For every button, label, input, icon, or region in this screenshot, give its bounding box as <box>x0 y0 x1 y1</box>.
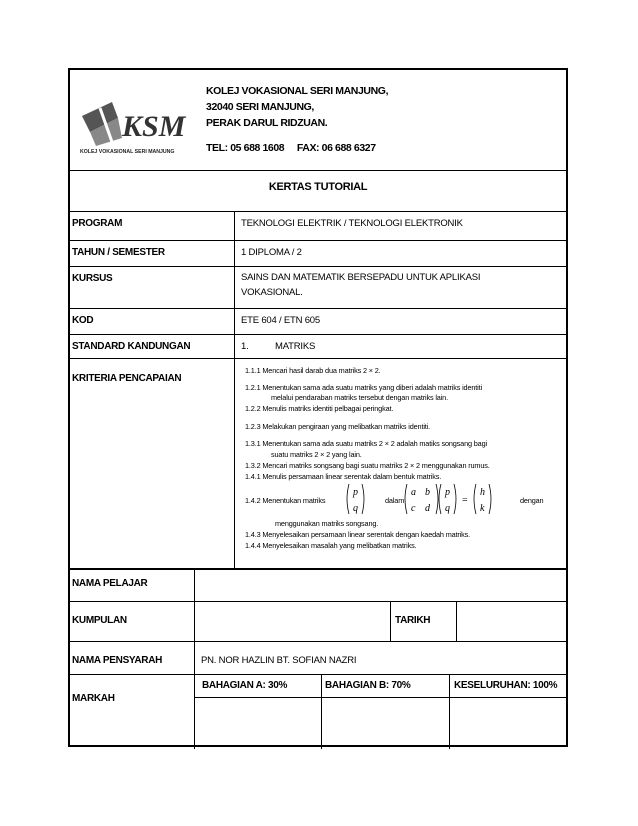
divider <box>70 641 566 642</box>
matrix-p2: p <box>445 487 450 498</box>
keseluruhan-label: KESELURUHAN: 100% <box>454 680 558 691</box>
bahagian-a-label: BAHAGIAN A: 30% <box>202 680 288 691</box>
matrix-equation <box>345 482 520 518</box>
criterion-1-4-2-dengan: dengan <box>520 496 544 505</box>
criterion-1-4-2: 1.4.2 Menentukan matriks <box>245 496 326 505</box>
kod-value: ETE 604 / ETN 605 <box>241 315 320 326</box>
program-value: TEKNOLOGI ELEKTRIK / TEKNOLOGI ELEKTRONIK <box>241 218 463 229</box>
kriteria-label: KRITERIA PENCAPAIAN <box>72 373 182 384</box>
divider <box>70 211 566 212</box>
program-label: PROGRAM <box>72 218 123 229</box>
tarikh-label: TARIKH <box>395 615 431 626</box>
criterion-1-4-2-dalam: dalam <box>385 496 405 505</box>
matrix-p: p <box>353 487 358 498</box>
kod-label: KOD <box>72 315 94 326</box>
column-divider <box>390 601 391 641</box>
matrix-q: q <box>353 503 358 514</box>
kumpulan-label: KUMPULAN <box>72 615 127 626</box>
matrix-c: c <box>411 503 416 514</box>
divider <box>70 334 566 335</box>
divider <box>70 358 566 359</box>
bahagian-b-score-field[interactable] <box>322 698 448 747</box>
standard-label: STANDARD KANDUNGAN <box>72 341 191 352</box>
criterion-1-1-1: 1.1.1 Mencari hasil darab dua matriks 2 × 2. <box>245 366 381 375</box>
logo-text: KSM <box>122 110 186 143</box>
tahun-label: TAHUN / SEMESTER <box>72 247 165 258</box>
criterion-1-2-3: 1.2.3 Melakukan pengiraan yang melibatkan matriks identiti. <box>245 422 431 431</box>
divider <box>70 170 566 171</box>
matrix-equals: = <box>462 495 468 506</box>
column-divider <box>234 211 235 568</box>
bahagian-b-label: BAHAGIAN B: 70% <box>325 680 411 691</box>
matrix-q2: q <box>445 503 450 514</box>
matrix-a: a <box>411 487 416 498</box>
keseluruhan-score-field[interactable] <box>450 698 567 747</box>
tarikh-field[interactable] <box>457 602 568 641</box>
kursus-value-2: VOKASIONAL. <box>241 287 303 298</box>
kursus-label: KURSUS <box>72 273 113 284</box>
matrix-h: h <box>480 487 485 498</box>
college-address-1: 32040 SERI MANJUNG, <box>206 101 314 113</box>
college-name: KOLEJ VOKASIONAL SERI MANJUNG, <box>206 85 389 97</box>
criterion-1-3-1: 1.3.1 Menentukan sama ada suatu matriks 2 × 2 adalah matiks songsang bagi <box>245 439 487 448</box>
college-contact: TEL: 05 688 1608 FAX: 06 688 6327 <box>206 142 376 154</box>
standard-num: 1. <box>241 341 249 352</box>
tutorial-sheet <box>68 68 568 747</box>
criterion-1-2-1: 1.2.1 Menentukan sama ada suatu matriks yang diberi adalah matriks identiti <box>245 383 482 392</box>
criterion-1-2-2: 1.2.2 Menulis matriks identiti pelbagai peringkat. <box>245 404 394 413</box>
matrix-d: d <box>425 503 430 514</box>
criterion-1-4-1: 1.4.1 Menulis persamaan linear serentak dalam bentuk matriks. <box>245 472 442 481</box>
criterion-1-4-2-cont: menggunakan matriks songsang. <box>275 519 379 528</box>
nama-pelajar-label: NAMA PELAJAR <box>72 578 148 589</box>
nama-pelajar-field[interactable] <box>195 568 568 601</box>
kursus-value-1: SAINS DAN MATEMATIK BERSEPADU UNTUK APLIKASI <box>241 272 481 283</box>
markah-label: MARKAH <box>72 693 115 704</box>
divider <box>70 674 566 675</box>
tahun-value: 1 DIPLOMA / 2 <box>241 247 302 258</box>
logo-caption: KOLEJ VOKASIONAL SERI MANJUNG <box>80 149 175 155</box>
divider <box>70 240 566 241</box>
nama-pensyarah-value: PN. NOR HAZLIN BT. SOFIAN NAZRI <box>201 655 357 666</box>
nama-pensyarah-label: NAMA PENSYARAH <box>72 655 163 666</box>
criterion-1-3-2: 1.3.2 Mencari matriks songsang bagi suatu matriks 2 × 2 menggunakan rumus. <box>245 461 490 470</box>
doc-title: KERTAS TUTORIAL <box>268 181 368 193</box>
matrix-b: b <box>425 487 430 498</box>
divider <box>70 308 566 309</box>
criterion-1-2-1-cont: melalui pendaraban matriks tersebut dengan matriks lain. <box>271 393 448 402</box>
college-address-2: PERAK DARUL RIDZUAN. <box>206 117 328 129</box>
criterion-1-3-1-cont: suatu matriks 2 × 2 yang lain. <box>271 450 362 459</box>
kumpulan-field[interactable] <box>195 602 389 641</box>
bahagian-a-score-field[interactable] <box>195 698 320 747</box>
matrix-k: k <box>480 503 485 514</box>
college-logo <box>78 98 193 156</box>
criterion-1-4-4: 1.4.4 Menyelesaikan masalah yang melibatkan matriks. <box>245 541 417 550</box>
standard-value: MATRIKS <box>275 341 316 352</box>
criterion-1-4-3: 1.4.3 Menyelesaikan persamaan linear serentak dengan kaedah matriks. <box>245 530 471 539</box>
divider <box>70 266 566 267</box>
